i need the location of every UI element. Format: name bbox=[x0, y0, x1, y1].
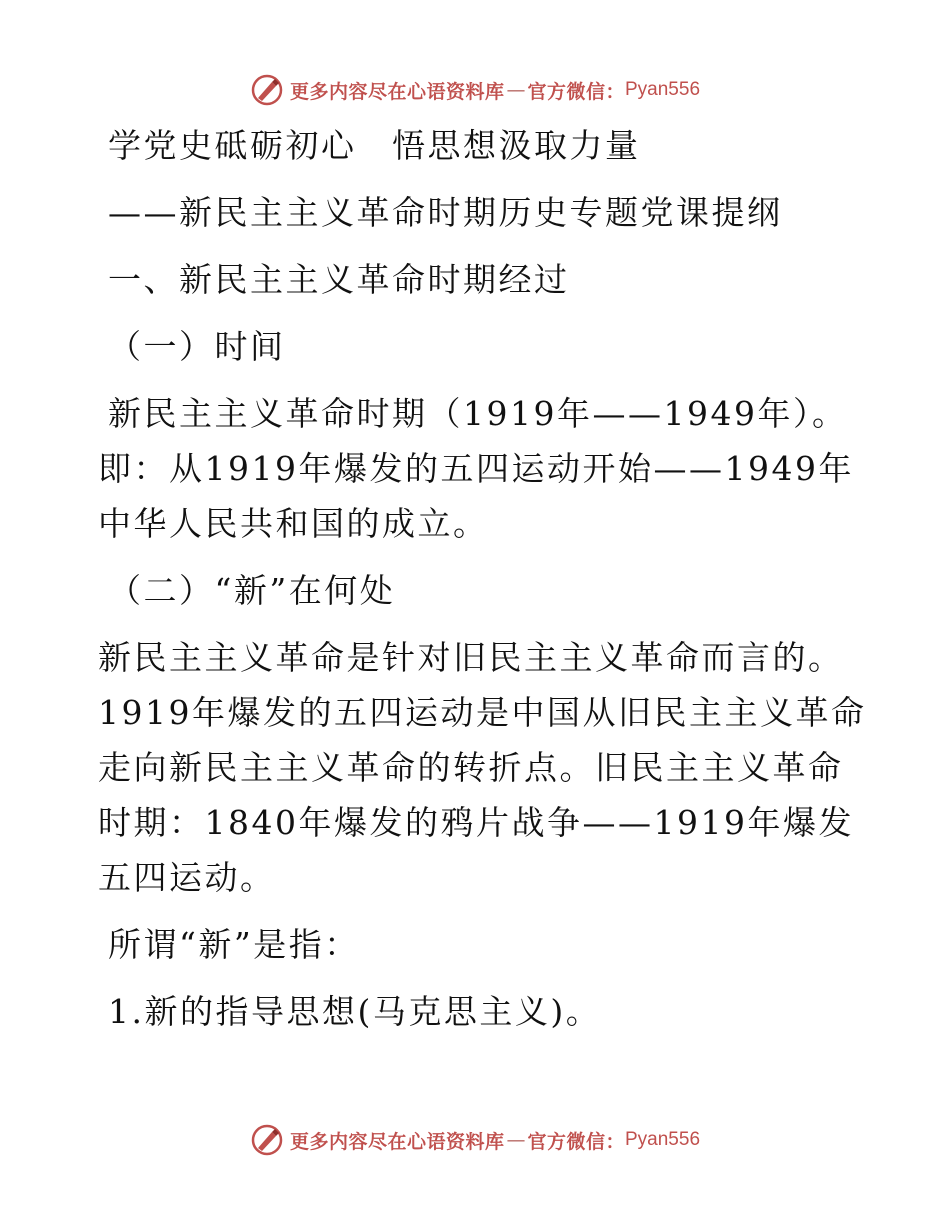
new-paragraph: 新民主主义革命是针对旧民主主义革命而言的。1919年爆发的五四运动是中国从旧民主主义革命走向新民主主义革命的转折点。旧民主主义革命时期：1840年爆发的鸦片战争——1919年爆发五四运动。 bbox=[98, 638, 867, 897]
watermark-wechat-id: Pyan556 bbox=[625, 79, 701, 100]
time-paragraph-a: 新民主主义革命时期（1919年——1949年）。 bbox=[108, 394, 848, 433]
time-paragraph-b: 即：从1919年爆发的五四运动开始——1949年中华人民共和国的成立。 bbox=[98, 449, 854, 543]
subsection-heading-new: （二）“新”在何处 bbox=[108, 571, 396, 610]
pen-logo-icon bbox=[250, 73, 284, 107]
document-subtitle: ——新民主主义革命时期历史专题党课提纲 bbox=[108, 193, 783, 232]
document-title: 学党史砥砺初心 悟思想汲取力量 bbox=[108, 126, 641, 165]
pen-logo-icon bbox=[250, 1123, 284, 1157]
footer-watermark bbox=[0, 1120, 950, 1160]
watermark-label: 官方微信： bbox=[527, 80, 625, 103]
watermark-site-text: 更多内容尽在心语资料库 bbox=[289, 80, 505, 103]
list-item-1: 1.新的指导思想(马克思主义)。 bbox=[108, 992, 602, 1031]
watermark-separator: — bbox=[506, 79, 526, 101]
watermark-label: 官方微信： bbox=[527, 1130, 625, 1153]
header-watermark bbox=[0, 70, 950, 110]
watermark-separator: — bbox=[506, 1129, 526, 1151]
watermark-wechat-id: Pyan556 bbox=[625, 1129, 701, 1150]
new-refers-line: 所谓“新”是指： bbox=[108, 925, 360, 964]
watermark-site-text: 更多内容尽在心语资料库 bbox=[289, 1130, 505, 1153]
section-heading-1: 一、新民主主义革命时期经过 bbox=[108, 260, 570, 299]
document-body bbox=[98, 118, 878, 1039]
subsection-heading-time: （一）时间 bbox=[108, 327, 286, 366]
